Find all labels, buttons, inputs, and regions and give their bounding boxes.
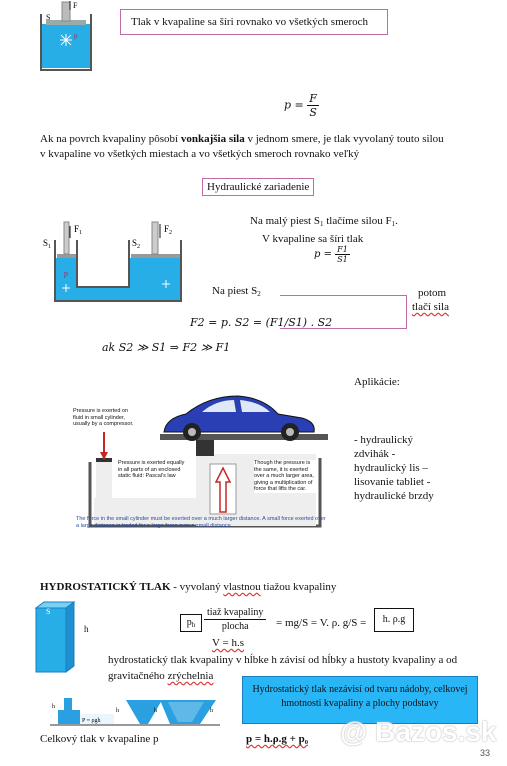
fraction-den: plocha: [221, 621, 249, 632]
pascal-line-1: [40, 132, 444, 146]
application-item: hydraulické brzdy: [354, 490, 434, 502]
car-caption: The force in the small cylinder must be exerted over a much larger distance. A small force exerted over a large distance is traded for a large force over a small distance.: [76, 516, 326, 529]
pascal-line-1a: Ak na povrch kvapaliny pôsobí: [40, 133, 181, 145]
page-number: 33: [480, 748, 491, 758]
car-lift-figure: [70, 372, 330, 538]
formula-f2: F2 = p. S2 = (F1/S1) . S2: [190, 316, 333, 329]
formula-p-num: F: [309, 92, 317, 105]
depend-line-2: gravitačného zrýchelnia: [108, 670, 214, 682]
fig-f1: $F_1$: [74, 224, 83, 236]
fig-p: p: [64, 269, 68, 278]
car-lift-drawing: [70, 372, 330, 538]
formula-implication: ak S2 ≫ S1 ⇒ F2 ≫ F1: [102, 341, 231, 354]
volume-eq: V = h.s: [212, 637, 244, 649]
hydraulic-text-3: Na piest $S_2$: [212, 285, 261, 298]
hydraulic-text-4b: tlačí sila: [412, 301, 449, 313]
hydraulic-text-1: Na malý piest $S_1$ tlačíme silou $F_1$.: [250, 215, 398, 228]
vessel-h3: h: [154, 708, 157, 714]
result-box: h. ρ.g: [374, 608, 414, 632]
applications-list: [354, 433, 434, 503]
fig-f2: $F_2$: [164, 224, 173, 236]
vessel-h4: h: [210, 708, 213, 714]
car-label-middle: Pressure is exerted equally in all parts of an enclosed static fluid: Pascal's law: [118, 460, 188, 480]
vessel-h2: h: [116, 708, 119, 714]
hydraulic-heading: [202, 178, 314, 196]
car-label-right: Though the pressure is the same, it is exerted over a much larger area, giving a multiplication of force that lifts the car.: [254, 460, 318, 493]
vessels-figure: [50, 692, 220, 726]
hydraulic-heading-text: Hydraulické zariadenie: [207, 181, 310, 193]
vessel-h1: h: [52, 704, 55, 710]
title-box: [120, 9, 388, 35]
watermark: @ Bazos.sk: [340, 716, 497, 747]
note-text: Hydrostatický tlak nezávisí od tvaru nádoby, celkovej hmotnosti kvapaliny a plochy podstavy: [252, 684, 468, 709]
fig-s1: $S_1$: [43, 238, 52, 250]
total-pressure-formula: p = h.ρ.g + p₀: [246, 733, 309, 745]
car-label-left: Pressure is exerted on fluid in small cylinder, usually by a compressor.: [73, 408, 137, 428]
formula-p: [284, 92, 319, 119]
column-h: h: [84, 624, 89, 634]
title-text: Tlak v kvapaline sa šíri rovnako vo všetkých smeroch: [131, 16, 369, 28]
fig-label-s: S: [46, 13, 51, 22]
total-pressure-label: Celkový tlak v kvapaline p: [40, 733, 159, 745]
fig-label-f: F: [73, 1, 78, 10]
ph-box: $p_h$: [180, 614, 202, 632]
pascal-line-1b: vonkajšia sila: [180, 133, 245, 145]
pressure-vessel-figure: [38, 0, 96, 80]
hydrostatic-heading: HYDROSTATICKÝ TLAK: [40, 581, 171, 593]
application-item: zdvihák -: [354, 448, 396, 460]
hydraulic-text-2: V kvapaline sa šíri tlak: [262, 233, 364, 245]
hydrostatic-chain: = mg/S = V. ρ. g/S =: [276, 617, 367, 629]
fig-s2: $S_2$: [132, 238, 141, 250]
pascal-line-1c: v jednom smere, je tlak vyvolaný touto silou: [244, 133, 444, 145]
application-item: lisovanie tabliet -: [354, 476, 431, 488]
hydraulic-figure: [40, 218, 190, 308]
fig-label-p: p: [74, 32, 78, 40]
vessel-p-label: P = ρgh: [82, 718, 101, 724]
hydrostatic-heading-line: HYDROSTATICKÝ TLAK - vyvolaný vlastnou tiažou kvapaliny: [40, 581, 337, 593]
weight-over-area-fraction: [204, 606, 266, 633]
application-item: - hydraulický: [354, 434, 413, 446]
application-item: hydraulický lis –: [354, 462, 428, 474]
formula-p-lhs: p =: [284, 98, 304, 112]
formula-p-den: S: [309, 106, 317, 119]
fraction-num: tiaž kvapaliny: [204, 606, 266, 620]
liquid-column-figure: [32, 600, 78, 676]
pascal-line-2: v kvapaline vo všetkých miestach a vo všetkých smeroch rovnako veľký: [40, 148, 360, 160]
column-s: S: [46, 607, 51, 616]
watermark-icon: @: [340, 716, 368, 747]
depend-line-1: hydrostatický tlak kvapaliny v hĺbke h závisí od hĺbky a hustoty kvapaliny a od: [108, 654, 458, 666]
formula-p-f1-s1: p = $\frac{F1}{S1}$: [314, 245, 348, 264]
hydraulic-text-4a: potom: [418, 287, 447, 299]
applications-title: Aplikácie:: [354, 376, 400, 388]
